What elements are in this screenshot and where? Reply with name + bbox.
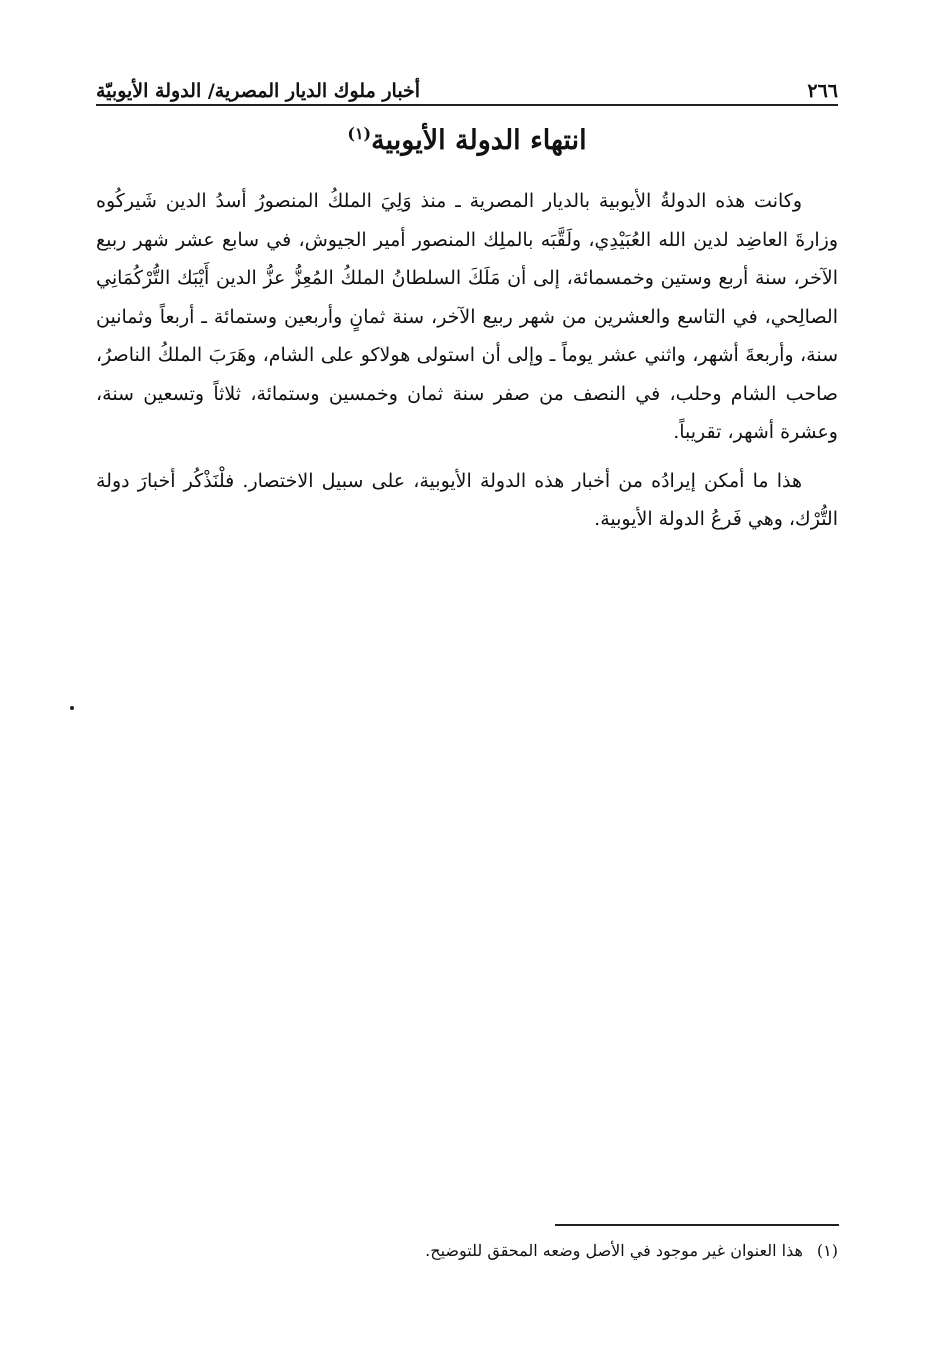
footnote-text: هذا العنوان غير موجود في الأصل وضعه المحقق للتوضيح. [425,1241,803,1260]
paragraph-1: وكانت هذه الدولةُ الأيوبية بالديار المصرية ـ منذ وَلِيَ الملكُ المنصورُ أسدُ الدين شَيركُوه وزارةَ العاضِد لدين الله العُبَيْدِي، ولَقَّبَه بالملِك المنصور أمير الجيوش، في سابع عشر شهر ربيع الآخر، سنة أربع وستين وخمسمائة، إلى أن مَلَكَ السلطانُ الملكُ المُعِزُّ عزُّ الدين أَيْبَك التُّرْكُمَانِي الصالِحي، في التاسع والعشرين من شهر ربيع الآخر، سنة ثمانٍ وأربعين وستمائة ـ أربعاً وثمانين سنة، وأربعةَ أشهر، واثني عشر يوماً ـ وإلى أن استولى هولاكو على الشام، وهَرَبَ الملكُ الناصرُ، صاحب الشام وحلب، في النصف من صفر سنة ثمان وخمسين وستمائة، ثلاثاً وتسعين سنة، وعشرة أشهر، تقريباً. [96,190,839,443]
footnote-rule [555,1224,839,1226]
header-rule [96,104,838,106]
page-number: ٢٦٦ [807,80,838,102]
chapter-title-text: انتهاء الدولة الأيوبية [371,125,587,156]
chapter-title [96,124,838,156]
running-title: أخبار ملوك الديار المصرية/ الدولة الأيوبيّة [96,80,421,102]
footnote [96,1238,838,1264]
stray-mark [70,706,74,710]
footnote-number: (١) [816,1241,838,1260]
title-footnote-marker: (١) [347,124,372,143]
running-header [96,70,838,102]
paragraph-2: هذا ما أمكن إيرادُه من أخبار هذه الدولة الأيوبية، على سبيل الاختصار. فلْنَذْكُر أخبارَ دولة التُّرْك، وهي فَرعُ الدولة الأيوبية. [96,469,838,530]
body-text [96,182,838,549]
